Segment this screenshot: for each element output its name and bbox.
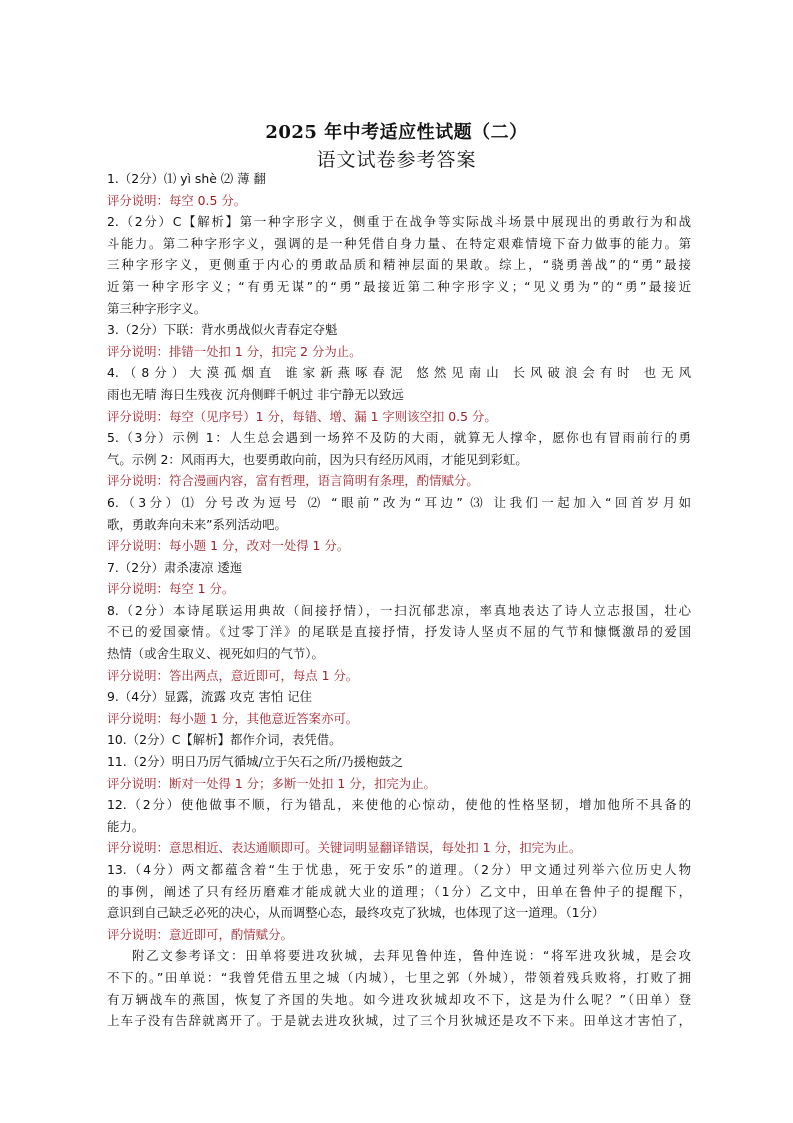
scoring-note-line: 评分说明：答出两点，意近即可，每点 1 分。	[107, 667, 359, 683]
scoring-note-line: 评分说明：意思相近、表达通顺即可。关键词明显翻译错误，每处扣 1 分，扣完为止。	[107, 840, 582, 856]
answer-line: 2.（2分）C【解析】第一种字形字义，侧重于在战争等实际战斗场景中展现出的勇敢行为和战	[107, 214, 691, 230]
answer-line: 4.（8分）大漠孤烟直 谁家新燕啄春泥 悠然见南山 长风破浪会有时 也无风	[107, 365, 691, 381]
answer-line: 近第一种字形字义；“有勇无谋”的“勇”最接近第二种字形字义；“见义勇为”的“勇”最接近	[107, 278, 691, 294]
scoring-note-line: 评分说明：断对一处得 1 分；多断一处扣 1 分，扣完为止。	[107, 775, 436, 791]
answer-line: 气。示例 2：风雨再大，也要勇敢向前，因为只有经历风雨，才能见到彩虹。	[107, 451, 528, 467]
answer-line: 不下的。”田单说：“我曾凭借五里之城（内城），七里之郭（外城），带领着残兵败将，打败了拥	[107, 969, 691, 985]
document-subtitle: 语文试卷参考答案	[316, 149, 477, 171]
answer-line: 10.（2分）C【解析】都作介词，表凭借。	[107, 732, 342, 748]
answer-line: 12.（2分）使他做事不顺，行为错乱，来使他的心惊动，使他的性格坚韧，增加他所不具备的	[107, 797, 691, 813]
scoring-note-line: 评分说明：排错一处扣 1 分，扣完 2 分为止。	[107, 343, 362, 359]
answer-line: 能力。	[107, 818, 145, 834]
answer-line: 意识到自己缺乏必死的决心，从而调整心态，最终攻克了狄城，也体现了这一道理。（1分）	[107, 905, 605, 921]
answer-line: 11.（2分）明日乃厉气循城/立于矢石之所/乃援枹鼓之	[107, 754, 404, 770]
answer-line: 不已的爱国豪情。《过零丁洋》的尾联是直接抒情，抒发诗人坚贞不屈的气节和慷慨激昂的爱国	[107, 624, 691, 640]
answer-line: 7.（2分）肃杀凄凉 逶迤	[107, 559, 243, 575]
answer-line: 有万辆战车的燕国，恢复了齐国的失地。如今进攻狄城却攻不下，这是为什么呢？”（田单）登	[107, 991, 691, 1007]
answer-line: 3.（2分）下联：背水勇战似火青春定夺魁	[107, 322, 338, 338]
answer-line: 13.（4分）两文都蕴含着“生于忧患，死于安乐”的道理。（2分）甲文通过列举六位历史人物	[107, 862, 691, 877]
scoring-note-line: 评分说明：每小题 1 分，其他意近答案亦可。	[107, 710, 359, 726]
scoring-note-line: 评分说明：符合漫画内容，富有哲理，语言简明有条理，酌情赋分。	[107, 473, 479, 489]
document-title: 2025 年中考适应性试题（二）	[265, 122, 528, 143]
answer-line: 第三种字形字义。	[107, 300, 207, 316]
answer-line: 上车子没有告辞就离开了。于是就去进攻狄城，过了三个月狄城还是攻不下来。田单这才害怕了，	[107, 1013, 691, 1029]
answer-line: 附乙文参考译文：田单将要进攻狄城，去拜见鲁仲连，鲁仲连说：“将军进攻狄城，是会攻	[132, 948, 691, 964]
answer-line: 8.（2分）本诗尾联运用典故（间接抒情），一扫沉郁悲凉，率真地表达了诗人立志报国，壮心	[107, 602, 691, 618]
answer-line: 热情（或舍生取义、视死如归的气节）。	[107, 646, 324, 662]
answer-line: 1.（2分）⑴ yì shè ⑵ 薄 翻	[107, 171, 266, 186]
answer-content	[107, 168, 691, 1032]
scoring-note-line: 评分说明：每空（见序号）1 分，每错、增、漏 1 字则该空扣 0.5 分。	[107, 408, 497, 424]
answer-line: 6.（3分）⑴ 分号改为逗号 ⑵ “眼前”改为“耳边” ⑶ 让我们一起加入“回首岁月如	[107, 494, 691, 510]
scoring-note-line: 评分说明：意近即可，酌情赋分。	[107, 926, 293, 942]
answer-line: 歌，勇敢奔向未来”系列活动吧。	[107, 516, 287, 532]
answer-line: 的事例，阐述了只有经历磨难才能成就大业的道理；（1分）乙文中，田单在鲁仲子的提醒下，	[107, 883, 691, 899]
scoring-note-line: 评分说明：每小题 1 分，改对一处得 1 分。	[107, 538, 350, 554]
answer-line: 三种字形字义，更侧重于内心的勇敢品质和精神层面的果敢。综上，“骁勇善战”的“勇”最接	[107, 257, 691, 273]
scoring-note-line: 评分说明：每空 1 分。	[107, 581, 235, 597]
answer-line: 斗能力。第二种字形字义，强调的是一种凭借自身力量、在特定艰难情境下奋力做事的能力。第	[107, 235, 691, 251]
scoring-note-line: 评分说明：每空 0.5 分。	[107, 192, 247, 208]
answer-line: 9.（4分）显露，流露 攻克 害怕 记住	[107, 689, 312, 705]
answer-line: 雨也无晴 海日生残夜 沉舟侧畔千帆过 非宁静无以致远	[107, 386, 404, 402]
answer-line: 5.（3分）示例 1：人生总会遇到一场猝不及防的大雨，就算无人撑伞，愿你也有冒雨前行的勇	[107, 430, 691, 446]
